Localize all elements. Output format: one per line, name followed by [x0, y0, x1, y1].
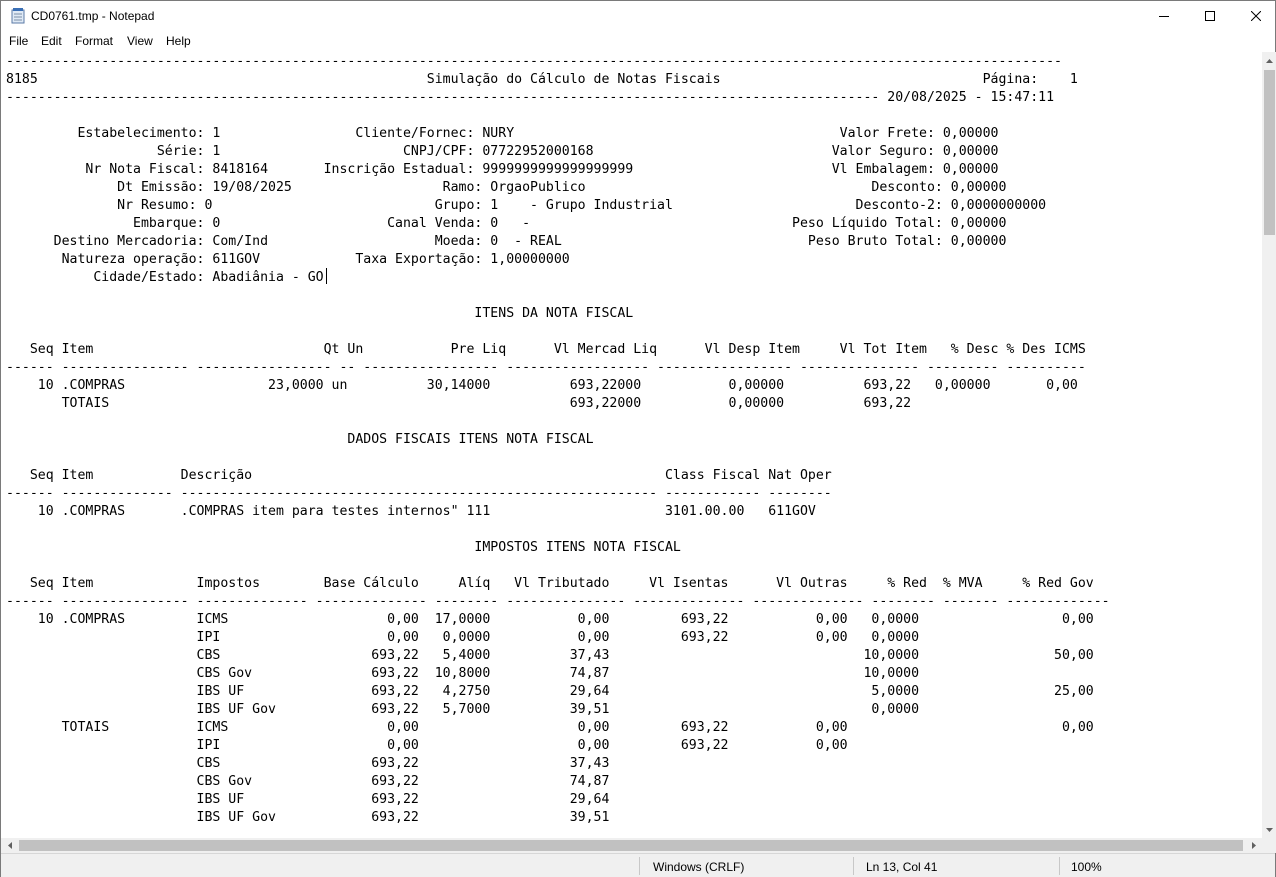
- text-line: Natureza operação: 611GOV Taxa Exportação: 1,00000000: [6, 252, 570, 267]
- text-line: 8185 Simulação do Cálculo de Notas Fiscais Página: 1: [6, 72, 1078, 87]
- status-cursor-position: Ln 13, Col 41: [866, 860, 938, 874]
- text-caret: [326, 268, 327, 284]
- text-line: IBS UF 693,22 29,64: [6, 792, 610, 807]
- text-line: Cidade/Estado: Abadiânia - GO: [6, 270, 324, 285]
- scroll-right-button[interactable]: [1245, 838, 1262, 853]
- title-bar[interactable]: [1, 1, 1275, 31]
- chevron-right-icon: [1252, 842, 1256, 849]
- text-line: [6, 287, 1110, 305]
- menu-help[interactable]: Help: [166, 34, 191, 48]
- close-button[interactable]: [1233, 1, 1276, 31]
- text-line: 10 .COMPRAS 23,0000 un 30,14000 693,22000 0,00000 693,22 0,00000 0,00: [6, 378, 1078, 393]
- text-line: -------------------------------------------------------------------------------------------------------------------------------------: [6, 54, 1062, 69]
- text-line: Seq Item Impostos Base Cálculo Alíq Vl Tributado Vl Isentas Vl Outras % Red % MVA % Red Gov: [6, 576, 1094, 591]
- text-editor[interactable]: [1, 52, 1262, 838]
- scrollbar-corner: [1262, 838, 1276, 853]
- text-line: IBS UF Gov 693,22 39,51: [6, 810, 610, 825]
- text-line: Embarque: 0 Canal Venda: 0 - Peso Líquido Total: 0,00000: [6, 216, 1007, 231]
- status-bar: [1, 853, 1275, 877]
- close-icon: [1251, 11, 1261, 21]
- minimize-button[interactable]: [1141, 1, 1187, 31]
- text-line: CBS 693,22 37,43: [6, 756, 610, 771]
- text-line: TOTAIS 693,22000 0,00000 693,22: [6, 396, 912, 411]
- chevron-down-icon: [1266, 828, 1273, 832]
- text-line: 10 .COMPRAS .COMPRAS item para testes internos" 111 3101.00.00 611GOV: [6, 504, 816, 519]
- maximize-button[interactable]: [1187, 1, 1233, 31]
- document-text[interactable]: [6, 53, 1110, 827]
- scroll-left-button[interactable]: [1, 838, 18, 853]
- text-line: Série: 1 CNPJ/CPF: 07722952000168 Valor Seguro: 0,00000: [6, 144, 999, 159]
- text-line: Nr Nota Fiscal: 8418164 Inscrição Estadual: 9999999999999999999 Vl Embalagem: 0,00000: [6, 162, 999, 177]
- text-line: Dt Emissão: 19/08/2025 Ramo: OrgaoPublico Desconto: 0,00000: [6, 180, 1007, 195]
- text-line: IPI 0,00 0,00 693,22 0,00: [6, 738, 848, 753]
- menu-view[interactable]: View: [127, 34, 153, 48]
- horizontal-scrollbar[interactable]: [1, 838, 1262, 853]
- status-separator: [853, 857, 854, 875]
- text-line: IBS UF 693,22 4,2750 29,64 5,0000 25,00: [6, 684, 1094, 699]
- text-line: 10 .COMPRAS ICMS 0,00 17,0000 0,00 693,22 0,00 0,0000 0,00: [6, 612, 1094, 627]
- minimize-icon: [1159, 11, 1169, 21]
- text-line: CBS 693,22 5,4000 37,43 10,0000 50,00: [6, 648, 1094, 663]
- text-line: Seq Item Qt Un Pre Liq Vl Mercad Liq Vl Desp Item Vl Tot Item % Desc % Des ICMS: [6, 342, 1086, 357]
- text-line: DADOS FISCAIS ITENS NOTA FISCAL: [6, 432, 594, 447]
- menu-file[interactable]: File: [9, 34, 29, 48]
- text-line: IPI 0,00 0,0000 0,00 693,22 0,00 0,0000: [6, 630, 920, 645]
- menu-bar: [1, 31, 1275, 51]
- chevron-up-icon: [1266, 59, 1273, 63]
- scroll-up-button[interactable]: [1262, 52, 1276, 69]
- maximize-icon: [1205, 11, 1215, 21]
- chevron-left-icon: [8, 842, 12, 849]
- status-line-ending: Windows (CRLF): [653, 860, 745, 874]
- text-line: ------ ---------------- ----------------- -- ----------------- ------------------ ----------------- --------------- --------- ----------: [6, 360, 1086, 375]
- text-line: Estabelecimento: 1 Cliente/Fornec: NURY Valor Frete: 0,00000: [6, 126, 999, 141]
- text-line: CBS Gov 693,22 10,8000 74,87 10,0000: [6, 666, 920, 681]
- text-line: [6, 557, 1110, 575]
- text-line: -------------------------------------------------------------------------------------------------------------- 20/08/2025 - 15:47:11: [6, 90, 1055, 105]
- text-line: Seq Item Descrição Class Fiscal Nat Oper: [6, 468, 832, 483]
- vertical-scroll-thumb[interactable]: [1264, 70, 1275, 235]
- status-separator: [639, 857, 640, 875]
- text-line: Destino Mercadoria: Com/Ind Moeda: 0 - REAL Peso Bruto Total: 0,00000: [6, 234, 1007, 249]
- text-line: IMPOSTOS ITENS NOTA FISCAL: [6, 540, 681, 555]
- text-line: TOTAIS ICMS 0,00 0,00 693,22 0,00 0,00: [6, 720, 1094, 735]
- text-line: ------ -------------- ------------------------------------------------------------ ------------ --------: [6, 486, 832, 501]
- text-line: [6, 107, 1110, 125]
- text-line: Nr Resumo: 0 Grupo: 1 - Grupo Industrial Desconto-2: 0,0000000000: [6, 198, 1047, 213]
- scroll-down-button[interactable]: [1262, 821, 1276, 838]
- menu-format[interactable]: Format: [75, 34, 114, 48]
- text-line: ITENS DA NOTA FISCAL: [6, 306, 634, 321]
- vertical-scrollbar[interactable]: [1262, 52, 1276, 838]
- text-line: [6, 449, 1110, 467]
- text-line: ------ ---------------- -------------- -------------- -------- --------------- -------------- -------------- -------- ------- -------------: [6, 594, 1110, 609]
- text-line: IBS UF Gov 693,22 5,7000 39,51 0,0000: [6, 702, 920, 717]
- window-title: CD0761.tmp - Notepad: [31, 9, 155, 23]
- text-line: CBS Gov 693,22 74,87: [6, 774, 610, 789]
- text-line: [6, 413, 1110, 431]
- status-zoom: 100%: [1071, 860, 1102, 874]
- menu-edit[interactable]: Edit: [41, 34, 62, 48]
- text-line: [6, 521, 1110, 539]
- horizontal-scroll-thumb[interactable]: [19, 840, 1243, 851]
- notepad-icon: [11, 8, 25, 24]
- text-line: [6, 323, 1110, 341]
- status-separator: [1059, 857, 1060, 875]
